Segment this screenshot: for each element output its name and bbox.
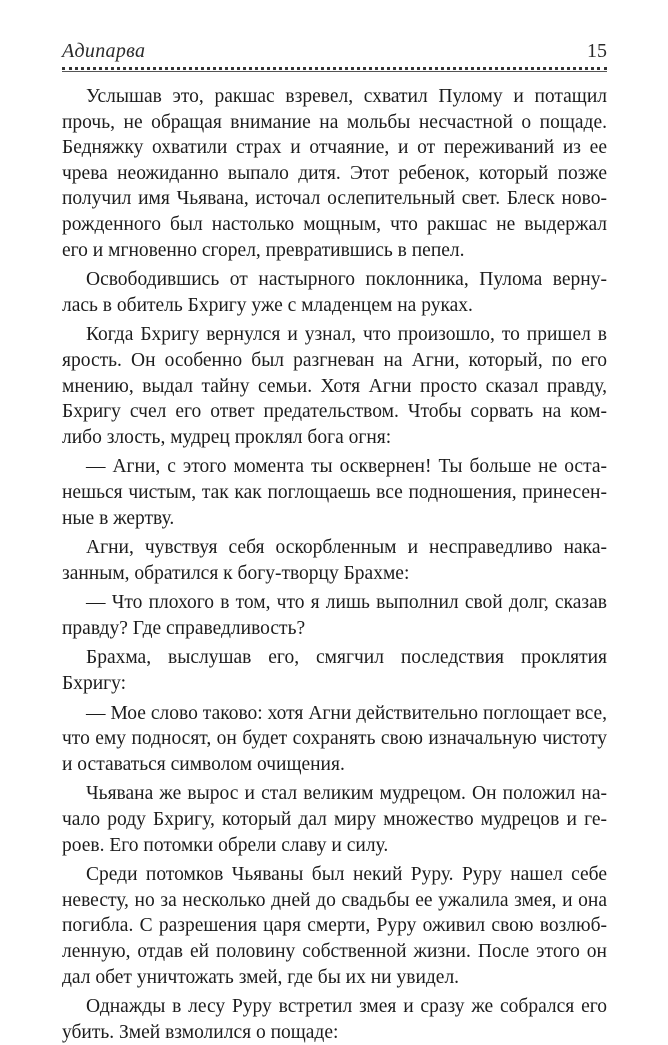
dialogue-paragraph: — Мое слово таково: хотя Агни действительно поглощает все, что ему подносят, он будет сохранять свою изначальную чистоту и оставаться символом очищения.	[62, 702, 607, 775]
header-dotted-rule	[62, 67, 607, 70]
page-number: 15	[587, 40, 607, 62]
paragraph: Освободившись от настырного поклонника, Пулома вернулась в обитель Бхригу уже с младенцем на руках.	[62, 269, 607, 316]
dialogue-paragraph: — Агни, с этого момента ты осквернен! Ты больше не останешься чистым, так как поглощаешь все подношения, принесенные в жертву.	[62, 456, 607, 529]
paragraph: Однажды в лесу Руру встретил змея и сразу же собрался его убить. Змей взмолился о пощаде:	[62, 996, 607, 1043]
paragraph: Чьявана же вырос и стал великим мудрецом. Он положил начало роду Бхригу, который дал миру множество мудрецов и героев. Его потомки обрели славу и силу.	[62, 783, 607, 856]
header-rule	[62, 71, 607, 72]
paragraph: Услышав это, ракшас взревел, схватил Пулому и потащил прочь, не обращая внимание на мольбы несчастной о пощаде. Бедняжку охватили страх и отчаяние, и от переживаний из ее чрева неожиданно выпало дитя. Этот ребенок, который позже получил имя Чьявана, источал ослепительный свет. Блеск новорожденного был настолько мощным, что ракшас не выдержал его и мгновенно сгорел, превратившись в пепел.	[62, 86, 607, 261]
paragraph: Брахма, выслушав его, смягчил последствия проклятия Бхригу:	[62, 647, 607, 695]
running-title: Адипарва	[62, 40, 146, 62]
paragraph: Агни, чувствуя себя оскорбленным и несправедливо наказанным, обратился к богу-творцу Брахме:	[62, 537, 607, 584]
dialogue-paragraph: — Что плохого в том, что я лишь выполнил свой долг, сказав правду? Где справедливость?	[62, 592, 607, 639]
running-head	[62, 38, 607, 68]
body-text	[62, 84, 607, 1045]
paragraph: Когда Бхригу вернулся и узнал, что произошло, то пришел в ярость. Он особенно был разгневан на Агни, который, по его мнению, выдал тайну семьи. Хотя Агни просто сказал правду, Бхригу счел его ответ предательством. Чтобы сорвать на ком-либо злость, мудрец проклял бога огня:	[62, 324, 607, 448]
paragraph: Среди потомков Чьяваны был некий Руру. Руру нашел себе невесту, но за несколько дней до свадьбы ее ужалила змея, и она погибла. С разрешения царя смерти, Руру оживил свою возлюбленную, отдав ей половину собственной жизни. После этого он дал обет уничтожать змей, где бы их ни увидел.	[62, 864, 607, 988]
